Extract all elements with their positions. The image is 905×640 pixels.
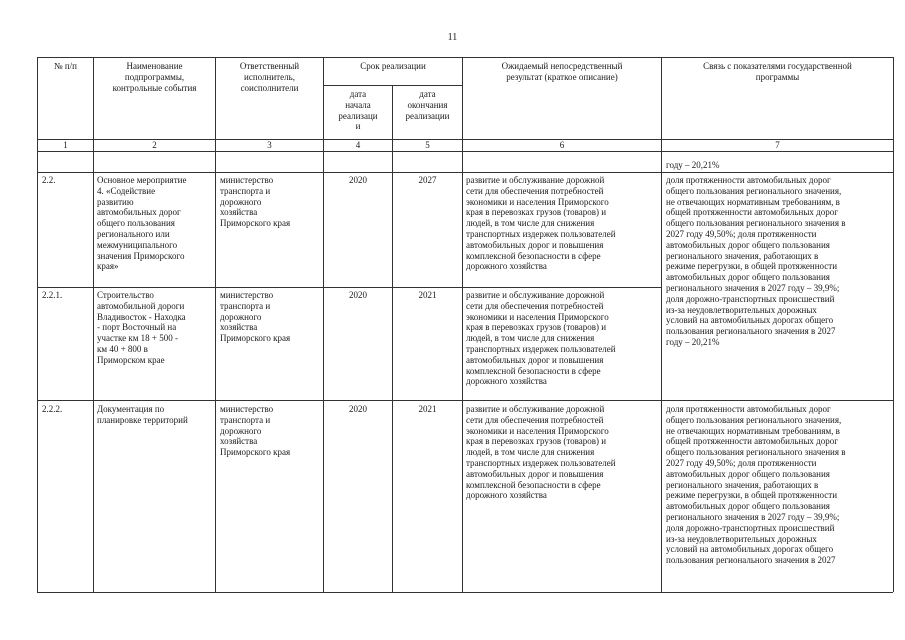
row-executor: министерство транспорта и дорожного хозяйства Приморского края [220, 175, 291, 229]
col-number: 2 [152, 140, 157, 150]
row-start-year: 2020 [349, 290, 367, 300]
col-number: 1 [63, 140, 68, 150]
carry-over-row-line [37, 172, 893, 173]
row-end-year: 2021 [418, 290, 437, 300]
column-line [323, 57, 324, 592]
table-border-left [37, 57, 38, 592]
row-indicators: доля протяженности автомобильных дорог общего пользования регионального значения, не отвечающих нормативным требованиям, в общей протяженности автомобильных дорог общего пользования регионального значения в 2027 году 49,50%; доля протяженности автомобильных дорог общего пользования регионального значения, работающих в режиме перегрузки, в общей протяженности автомобильных дорог общего пользования регионального значения в 2027 году – 39,9%; доля дорожно-транспортных происшествий из-за неудовлетворительных дорожных условий на автомобильных дорогах общего пользования регионального значения в 2027 году – 20,21% [666, 175, 846, 347]
col-number: 3 [267, 140, 272, 150]
column-line [215, 57, 216, 592]
table-border-right [893, 57, 894, 592]
col-numbers-bottom-line [37, 151, 893, 152]
header-end-date: дата окончания реализации [405, 89, 450, 121]
row-name: Строительство автомобильной дороги Владивосток - Находка - порт Восточный на участке км 18 + 500 - км 40 + 800 в Приморском крае [97, 290, 186, 365]
row-end-year: 2021 [418, 404, 437, 414]
col-number: 7 [775, 140, 780, 150]
row-executor: министерство транспорта и дорожного хозяйства Приморского края [220, 290, 291, 344]
row-result: развитие и обслуживание дорожной сети для обеспечения потребностей экономики и населения Приморского края в перевозках грузов (товаров) и людей, в том числе для снижения транспортных издержек пользователей автомобильных дорог и повышения комплексной безопасности в сфере дорожного хозяйства [466, 404, 616, 501]
row-separator [37, 287, 661, 288]
row-result: развитие и обслуживание дорожной сети для обеспечения потребностей экономики и населения Приморского края в перевозках грузов (товаров) и людей, в том числе для снижения транспортных издержек пользователей автомобильных дорог и повышения комплексной безопасности в сфере дорожного хозяйства [466, 290, 616, 387]
row-executor: министерство транспорта и дорожного хозяйства Приморского края [220, 404, 291, 458]
table-border-bottom [37, 592, 893, 593]
row-name: Основное мероприятие 4. «Содействие развитию автомобильных дорог общего пользования регионального или межмуниципального значения Приморского края» [97, 175, 187, 272]
column-line [661, 57, 662, 592]
row-indicators: доля протяженности автомобильных дорог общего пользования регионального значения, не отвечающих нормативным требованиям, в общей протяженности автомобильных дорог общего пользования регионального значения в 2027 году 49,50%; доля протяженности автомобильных дорог общего пользования регионального значения, работающих в режиме перегрузки, в общей протяженности автомобильных дорог общего пользования регионального значения в 2027 году – 39,9%; доля дорожно-транспортных происшествий из-за неудовлетворительных дорожных условий на автомобильных дорогах общего пользования регионального значения в 2027 [666, 404, 846, 566]
row-result: развитие и обслуживание дорожной сети для обеспечения потребностей экономики и населения Приморского края в перевозках грузов (товаров) и людей, в том числе для снижения транспортных издержек пользователей автомобильных дорог и повышения комплексной безопасности в сфере дорожного хозяйства [466, 175, 616, 272]
col-number: 5 [425, 140, 430, 150]
row-start-year: 2020 [349, 175, 367, 185]
col-number: 6 [559, 140, 565, 150]
row-number: 2.2. [42, 175, 56, 185]
header-start-date: дата начала реализаци и [338, 89, 378, 132]
column-line [93, 57, 94, 592]
header-result: Ожидаемый непосредственный результат (краткое описание) [501, 61, 623, 82]
col-number: 4 [355, 140, 361, 150]
row-end-year: 2027 [418, 175, 437, 185]
header-indicators: Связь с показателями государственной программы [703, 61, 852, 82]
page-number: 11 [447, 32, 458, 43]
carry-over-text: году – 20,21% [666, 160, 720, 170]
row-name: Документация по планировке территорий [97, 404, 188, 425]
column-line [462, 57, 463, 592]
header-executor: Ответственный исполнитель, соисполнители [239, 61, 300, 93]
header-name: Наименование подпрограммы, контрольные события [112, 61, 197, 93]
header-term: Срок реализации [360, 61, 426, 71]
row-number: 2.2.1. [42, 290, 63, 300]
header-num: № п/п [54, 61, 77, 71]
row-separator [37, 400, 893, 401]
row-start-year: 2020 [349, 404, 367, 414]
column-line [392, 85, 393, 592]
table-border-top [37, 57, 893, 58]
row-number: 2.2.2. [42, 404, 63, 414]
